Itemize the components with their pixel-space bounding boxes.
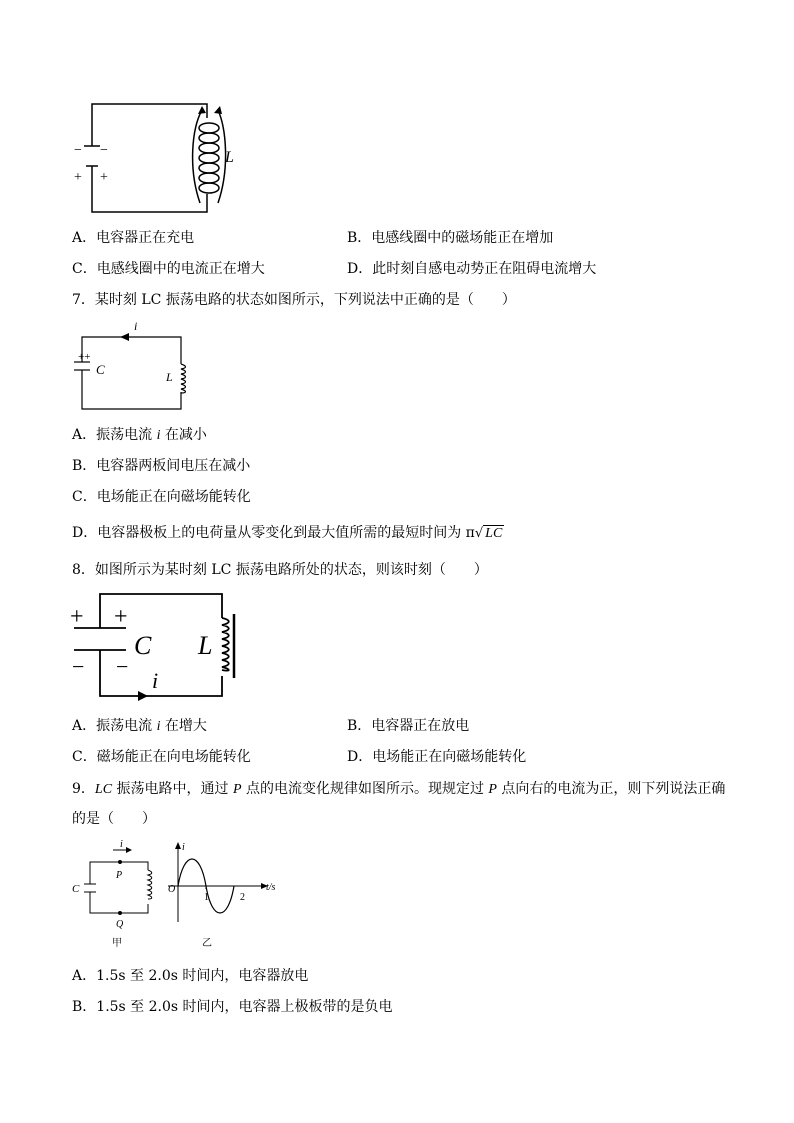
q7-option-a-post: 在减小	[160, 427, 207, 443]
q6-option-c: C．电感线圈中的电流正在增大	[72, 261, 265, 277]
q7-option-d-pre: D．电容器极板上的电荷量从零变化到最大值所需的最短时间为 π	[72, 525, 475, 541]
q8-minus-right: −	[116, 654, 129, 679]
q7-capacitor-label: C	[96, 362, 105, 377]
q7-stem: 7．某时刻 LC 振荡电路的状态如图所示，下列说法中正确的是（ ）	[72, 292, 516, 308]
q9-p1: P	[232, 782, 242, 797]
q9-axis-x-label: t/s	[266, 882, 276, 893]
q9-origin-label: O	[168, 884, 176, 895]
q9-tick-1: 1	[204, 892, 209, 903]
q6-option-d: D．此时刻自感电动势正在阻碍电流增大	[347, 261, 597, 277]
q8-current-label: i	[152, 668, 159, 693]
q7-current-label: i	[134, 319, 138, 333]
q9-stem-line2: 的是（ ）	[72, 811, 156, 827]
q6-plus-left: +	[74, 170, 82, 185]
q6-option-a: A．电容器正在充电	[72, 230, 195, 246]
q8-minus-left: −	[72, 654, 85, 679]
q6-plus-right: +	[100, 170, 108, 185]
q9-current-label: i	[120, 839, 123, 850]
q8-option-c: C．磁场能正在向电场能转化	[72, 749, 251, 765]
q8-plus-right: +	[114, 604, 128, 630]
q8-circuit-figure	[66, 588, 246, 704]
q6-inductor-label: L	[225, 149, 234, 166]
q7-option-a-pre: A．振荡电流	[72, 427, 157, 443]
q7-option-a-var: i	[156, 428, 161, 443]
q7-option-c: C．电场能正在向磁场能转化	[72, 489, 251, 505]
q6-minus-left: −	[74, 143, 82, 158]
q7-option-b: B．电容器两板间电压在减小	[72, 458, 251, 474]
q9-point-p-label: P	[116, 870, 123, 881]
q9-tick-2: 2	[240, 892, 245, 903]
q9-stem-c: 点向右的电流为正，则下列说法正确	[496, 781, 726, 797]
q9-figure	[68, 838, 288, 952]
q7-circuit-figure	[68, 318, 198, 414]
q9-option-b: B．1.5s 至 2.0s 时间内，电容器上极板带的是负电	[72, 999, 393, 1015]
q9-lc: LC	[94, 782, 113, 797]
q9-stem-a: 振荡电路中，通过	[112, 781, 233, 797]
q9-axis-y-label: i	[182, 842, 185, 853]
q9-stem-b: 点的电流变化规律如图所示。现规定过	[241, 781, 489, 797]
q9-caption-left: 甲	[112, 938, 122, 949]
q7-option-d-radicand: LC	[485, 526, 503, 541]
q8-stem: 8．如图所示为某时刻 LC 振荡电路所处的状态，则该时刻（ ）	[72, 562, 488, 578]
q9-number: 9．	[72, 781, 95, 797]
q8-inductor-label: L	[198, 631, 213, 660]
q9-option-a: A．1.5s 至 2.0s 时间内，电容器放电	[72, 968, 309, 984]
q7-plus-signs: ++	[78, 351, 91, 363]
q8-option-a-var: i	[156, 719, 161, 734]
q9-caption-right: 乙	[202, 938, 212, 949]
q6-circuit-figure	[70, 98, 250, 218]
q8-option-a	[72, 717, 207, 736]
q8-capacitor-label: C	[134, 631, 152, 660]
q8-option-d: D．电场能正在向磁场能转化	[347, 749, 527, 765]
q7-inductor-label: L	[166, 370, 173, 384]
sqrt-radical-icon: √	[474, 526, 484, 541]
q9-p2: P	[488, 782, 497, 797]
q8-option-b: B．电容器正在放电	[347, 718, 470, 734]
q8-option-a-pre: A．振荡电流	[72, 718, 157, 734]
q8-plus-left: +	[70, 604, 84, 630]
q9-capacitor-label: C	[72, 883, 80, 895]
q9-stem-line1	[72, 780, 725, 799]
q8-option-a-post: 在增大	[160, 718, 207, 734]
q6-minus-right: −	[100, 143, 108, 158]
q7-option-a	[72, 426, 207, 445]
q6-option-b: B．电感线圈中的磁场能正在增加	[347, 230, 554, 246]
q7-option-d	[72, 524, 504, 543]
q9-point-q-label: Q	[116, 919, 124, 930]
